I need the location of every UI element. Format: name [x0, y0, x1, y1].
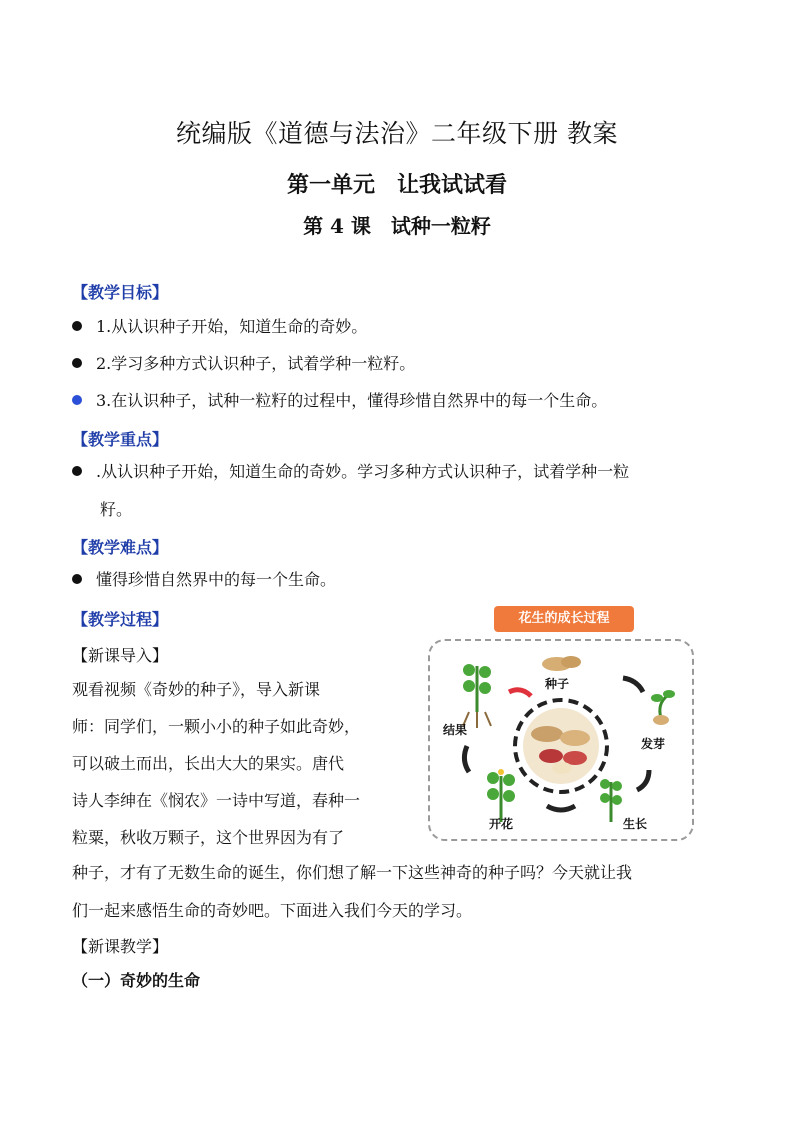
goal-item: [72, 345, 732, 383]
difficulty-heading: 【教学难点】: [72, 538, 169, 557]
intro-line: 种子，才有了无数生命的诞生，你们想了解一下这些神奇的种子吗？今天就让我: [72, 863, 633, 882]
key-point-item: [72, 453, 732, 529]
stage-label-fruit: 结果: [443, 723, 468, 737]
intro-line: 们一起来感悟生命的奇妙吧。下面进入我们今天的学习。: [72, 901, 473, 920]
intro-line: 粒粟，秋收万颗子，这个世界因为有了: [72, 828, 345, 847]
goal-item: [72, 308, 732, 346]
intro-heading: 【新课导入】: [72, 646, 169, 665]
stage-label-flower: 开花: [489, 817, 514, 831]
intro-line: 诗人李绅在《悯农》一诗中写道，春种一: [72, 791, 361, 810]
seed-peanut: [561, 656, 581, 668]
subsection-title: （一）奇妙的生命: [72, 971, 201, 990]
process-heading: 【教学过程】: [72, 610, 169, 629]
goals-heading: 【教学目标】: [72, 283, 169, 302]
kernel-shape: [552, 762, 572, 774]
growth-cycle-illustration: [425, 600, 697, 844]
bullet-icon: [72, 321, 82, 331]
intro-line: 观看视频《奇妙的种子》，导入新课: [72, 680, 321, 699]
peanut-shape: [531, 726, 563, 742]
goal-text: 3.在认识种子，试种一粒籽的过程中，懂得珍惜自然界中的每一个生命。: [96, 391, 608, 410]
difficulty-item: [72, 561, 732, 599]
goal-text: 1.从认识种子开始，知道生命的奇妙。: [96, 317, 368, 336]
key-point-text: .从认识种子开始，知道生命的奇妙。学习多种方式认识种子，试着学种一粒: [96, 462, 630, 481]
figure-label: 花生的成长过程: [494, 606, 634, 632]
unit-title: 第一单元 让我试试看: [286, 173, 507, 198]
key-points-heading: 【教学重点】: [72, 430, 169, 449]
bullet-icon: [72, 466, 82, 476]
goal-item: [72, 382, 732, 420]
intro-line: 可以破土而出，长出大大的果实。唐代: [72, 754, 345, 773]
difficulty-text: 懂得珍惜自然界中的每一个生命。: [96, 570, 337, 589]
lesson-title: 第 4 课 试种一粒籽: [303, 214, 491, 238]
stage-label-sprout: 发芽: [641, 737, 666, 751]
document-title: 统编版《道德与法治》二年级下册 教案: [176, 119, 618, 148]
growth-cycle-figure: [425, 600, 697, 844]
intro-line: 师：同学们，一颗小小的种子如此奇妙，: [72, 717, 361, 736]
goal-text: 2.学习多种方式认识种子，试着学种一粒籽。: [96, 354, 416, 373]
teaching-heading: 【新课教学】: [72, 937, 169, 956]
stage-label-seed: 种子: [545, 677, 570, 691]
bullet-icon: [72, 358, 82, 368]
stage-label-grow: 生长: [623, 817, 648, 831]
bullet-icon: [72, 574, 82, 584]
kernel-shape: [539, 749, 563, 763]
key-point-continuation: 籽。: [100, 500, 133, 519]
bullet-icon: [72, 395, 82, 405]
peanut-shape: [560, 730, 590, 746]
